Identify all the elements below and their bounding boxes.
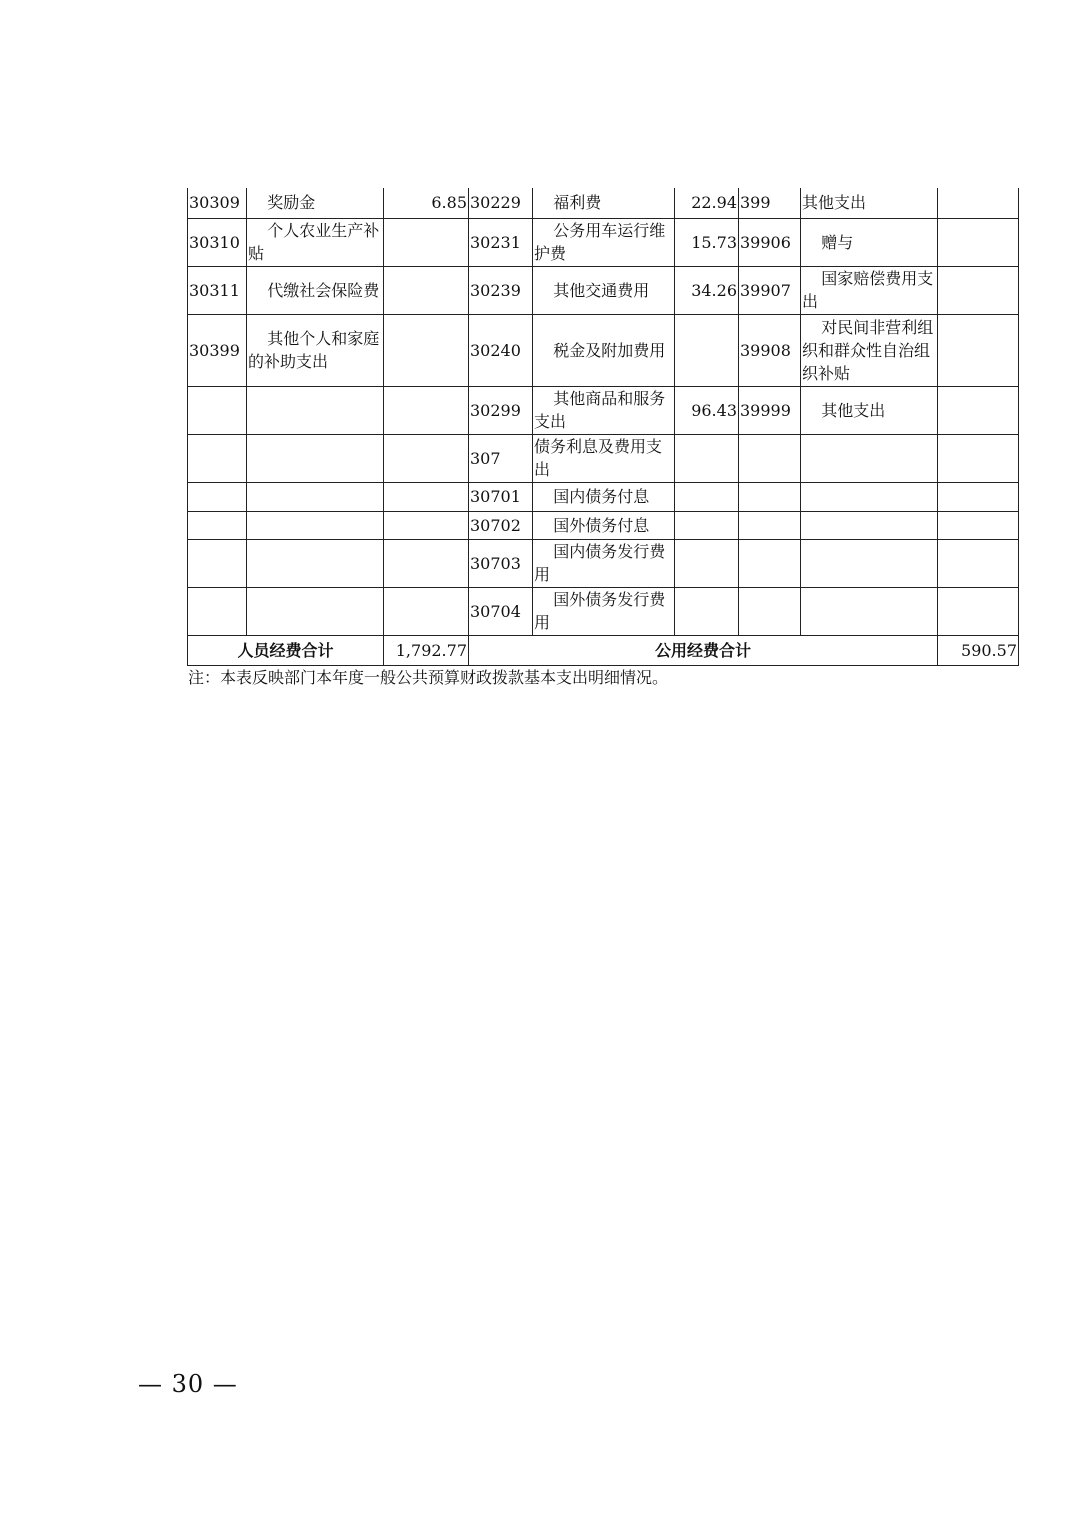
amount-cell: 34.26	[675, 266, 739, 314]
item-name-cell: 其他支出	[801, 386, 938, 434]
code-cell: 39999	[739, 386, 801, 434]
item-name-cell: 奖励金	[247, 188, 384, 218]
amount-cell	[384, 266, 469, 314]
amount-cell	[938, 218, 1019, 266]
code-cell	[188, 539, 247, 587]
table-row	[188, 539, 1019, 587]
item-name-cell: 代缴社会保险费	[247, 266, 384, 314]
amount-cell	[938, 386, 1019, 434]
amount-cell	[384, 482, 469, 511]
table-row	[188, 482, 1019, 511]
item-name-cell: 其他支出	[801, 188, 938, 218]
amount-cell	[675, 511, 739, 539]
table-row	[188, 587, 1019, 635]
amount-cell	[675, 482, 739, 511]
code-cell: 30240	[469, 314, 533, 386]
amount-cell	[938, 539, 1019, 587]
code-cell: 30702	[469, 511, 533, 539]
item-name-cell: 公务用车运行维护费	[533, 218, 675, 266]
amount-cell: 96.43	[675, 386, 739, 434]
code-cell	[188, 587, 247, 635]
code-cell	[739, 482, 801, 511]
item-name-cell	[801, 482, 938, 511]
item-name-cell: 债务利息及费用支出	[533, 434, 675, 482]
code-cell	[188, 386, 247, 434]
code-cell: 30299	[469, 386, 533, 434]
code-cell: 30239	[469, 266, 533, 314]
code-cell: 30310	[188, 218, 247, 266]
item-name-cell: 其他个人和家庭的补助支出	[247, 314, 384, 386]
table-row	[188, 266, 1019, 314]
amount-cell	[675, 587, 739, 635]
amount-cell	[384, 539, 469, 587]
code-cell: 39908	[739, 314, 801, 386]
code-cell: 30309	[188, 188, 247, 218]
item-name-cell	[801, 511, 938, 539]
item-name-cell	[247, 434, 384, 482]
item-name-cell	[801, 587, 938, 635]
amount-cell	[938, 434, 1019, 482]
amount-cell	[938, 188, 1019, 218]
amount-cell	[938, 482, 1019, 511]
personnel-total-label: 人员经费合计	[188, 635, 384, 665]
amount-cell	[938, 266, 1019, 314]
code-cell	[739, 539, 801, 587]
code-cell	[739, 587, 801, 635]
personnel-total-value: 1,792.77	[384, 635, 469, 665]
code-cell	[188, 434, 247, 482]
item-name-cell	[247, 482, 384, 511]
expenditure-detail-table	[187, 188, 1019, 666]
code-cell	[188, 482, 247, 511]
amount-cell	[384, 511, 469, 539]
item-name-cell: 国内债务付息	[533, 482, 675, 511]
amount-cell	[384, 386, 469, 434]
public-total-value: 590.57	[938, 635, 1019, 665]
code-cell: 30229	[469, 188, 533, 218]
table-row	[188, 188, 1019, 218]
item-name-cell	[247, 587, 384, 635]
code-cell: 30703	[469, 539, 533, 587]
item-name-cell: 国外债务发行费用	[533, 587, 675, 635]
public-total-label: 公用经费合计	[469, 635, 938, 665]
item-name-cell: 国外债务付息	[533, 511, 675, 539]
table-row	[188, 511, 1019, 539]
code-cell: 30704	[469, 587, 533, 635]
item-name-cell: 赠与	[801, 218, 938, 266]
amount-cell	[938, 511, 1019, 539]
amount-cell: 15.73	[675, 218, 739, 266]
page-number: — 30 —	[138, 1370, 238, 1398]
code-cell	[739, 434, 801, 482]
amount-cell	[384, 434, 469, 482]
table-row	[188, 434, 1019, 482]
amount-cell	[938, 587, 1019, 635]
code-cell	[188, 511, 247, 539]
item-name-cell: 对民间非营利组织和群众性自治组织补贴	[801, 314, 938, 386]
code-cell: 30399	[188, 314, 247, 386]
code-cell: 307	[469, 434, 533, 482]
code-cell: 30701	[469, 482, 533, 511]
item-name-cell: 税金及附加费用	[533, 314, 675, 386]
amount-cell	[675, 314, 739, 386]
amount-cell	[675, 539, 739, 587]
amount-cell	[938, 314, 1019, 386]
item-name-cell: 其他交通费用	[533, 266, 675, 314]
item-name-cell: 个人农业生产补贴	[247, 218, 384, 266]
item-name-cell	[247, 511, 384, 539]
amount-cell	[384, 314, 469, 386]
item-name-cell: 其他商品和服务支出	[533, 386, 675, 434]
totals-row	[188, 635, 1019, 665]
item-name-cell	[247, 386, 384, 434]
item-name-cell	[801, 539, 938, 587]
item-name-cell: 福利费	[533, 188, 675, 218]
code-cell: 30311	[188, 266, 247, 314]
amount-cell	[384, 587, 469, 635]
amount-cell: 22.94	[675, 188, 739, 218]
amount-cell: 6.85	[384, 188, 469, 218]
item-name-cell: 国家赔偿费用支出	[801, 266, 938, 314]
amount-cell	[675, 434, 739, 482]
table-row	[188, 218, 1019, 266]
code-cell: 399	[739, 188, 801, 218]
item-name-cell: 国内债务发行费用	[533, 539, 675, 587]
code-cell: 30231	[469, 218, 533, 266]
item-name-cell	[247, 539, 384, 587]
code-cell: 39907	[739, 266, 801, 314]
amount-cell	[384, 218, 469, 266]
code-cell: 39906	[739, 218, 801, 266]
table-row	[188, 386, 1019, 434]
table-footnote: 注：本表反映部门本年度一般公共预算财政拨款基本支出明细情况。	[188, 668, 669, 687]
item-name-cell	[801, 434, 938, 482]
code-cell	[739, 511, 801, 539]
table-row	[188, 314, 1019, 386]
